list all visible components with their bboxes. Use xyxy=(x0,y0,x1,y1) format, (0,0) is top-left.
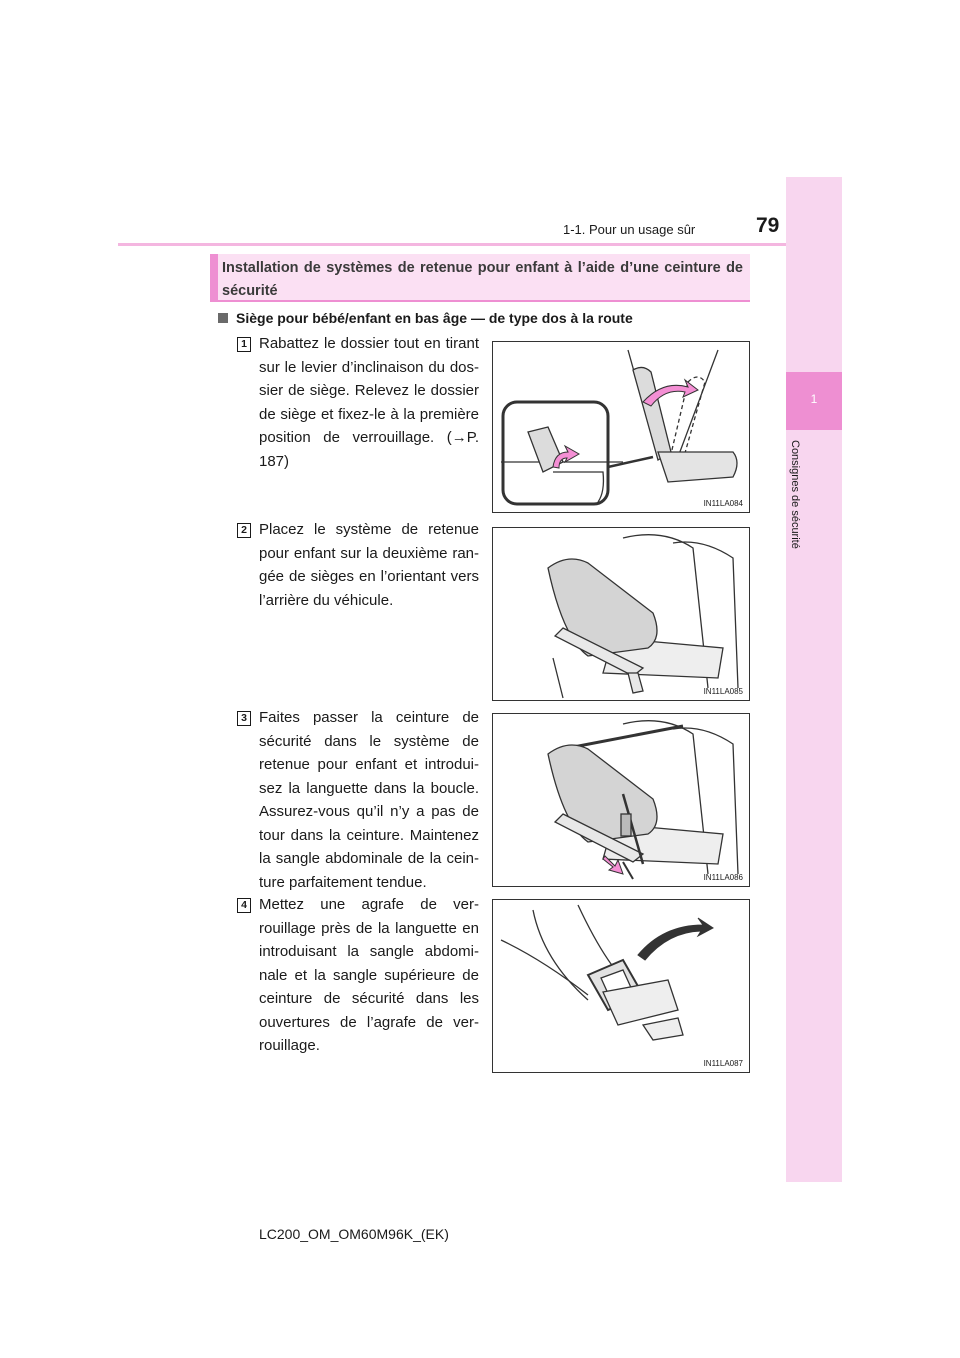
section-reference: 1-1. Pour un usage sûr xyxy=(563,222,696,237)
subheading-text: Siège pour bébé/enfant en bas âge — de type dos à la route xyxy=(236,310,633,326)
step-text-1: Rabattez le dossier tout en tirant sur le levier d’inclinaison du dos-sier de siège. Relevez le dossier de siège et fixez-le à la première position de verrouillage. (→P. 187) xyxy=(259,335,479,470)
page-number: 79 xyxy=(756,214,780,237)
locking-clip-illustration xyxy=(493,900,750,1073)
figure-locking-clip xyxy=(492,899,750,1073)
figure-child-seat-placement xyxy=(492,527,750,701)
step-number-2: 2 xyxy=(237,523,251,538)
square-bullet-icon xyxy=(218,313,228,323)
figure-code: IN11LA087 xyxy=(703,1059,743,1068)
figure-belt-routing xyxy=(492,713,750,887)
section-title: Installation de systèmes de retenue pour enfant à l’aide d’une ceinture de sécurité xyxy=(222,260,743,299)
footer-document-code: LC200_OM_OM60M96K_(EK) xyxy=(259,1226,449,1242)
step-text-3: Faites passer la ceinture de sécurité dans le système de retenue pour enfant et introdui-sez la languette dans la boucle. Assurez-vous qu’il n’y a pas de tour dans la ceinture. Maintenez la sangle abdominale de la cein-ture parfaitement tendue. xyxy=(259,709,479,891)
chapter-title-text: Consignes de sécurité xyxy=(789,440,801,549)
subheading xyxy=(218,310,633,326)
side-tab xyxy=(786,177,842,1182)
header-rule xyxy=(118,243,842,246)
figure-code: IN11LA085 xyxy=(703,687,743,696)
step-number-4: 4 xyxy=(237,898,251,913)
belt-routing-illustration xyxy=(493,714,750,887)
figure-seat-recline xyxy=(492,341,750,513)
figure-code: IN11LA084 xyxy=(703,499,743,508)
chapter-title-vertical xyxy=(789,440,801,574)
figure-code: IN11LA086 xyxy=(703,873,743,882)
step-number-1: 1 xyxy=(237,337,251,352)
chapter-number: 1 xyxy=(810,392,818,406)
step-text-4: Mettez une agrafe de ver-rouillage près de la languette en introduisant la sangle abdomi-nale et la sangle supérieure de ceinture de sécurité dans les ouvertures de l’agrafe de ver-rouillage. xyxy=(259,896,479,1054)
seat-recline-illustration xyxy=(493,342,750,513)
step-text-2: Placez le système de retenue pour enfant sur la deuxième ran-gée de sièges en l’orientant vers l’arrière du véhicule. xyxy=(259,521,479,609)
step-number-3: 3 xyxy=(237,711,251,726)
child-seat-placement-illustration xyxy=(493,528,750,701)
